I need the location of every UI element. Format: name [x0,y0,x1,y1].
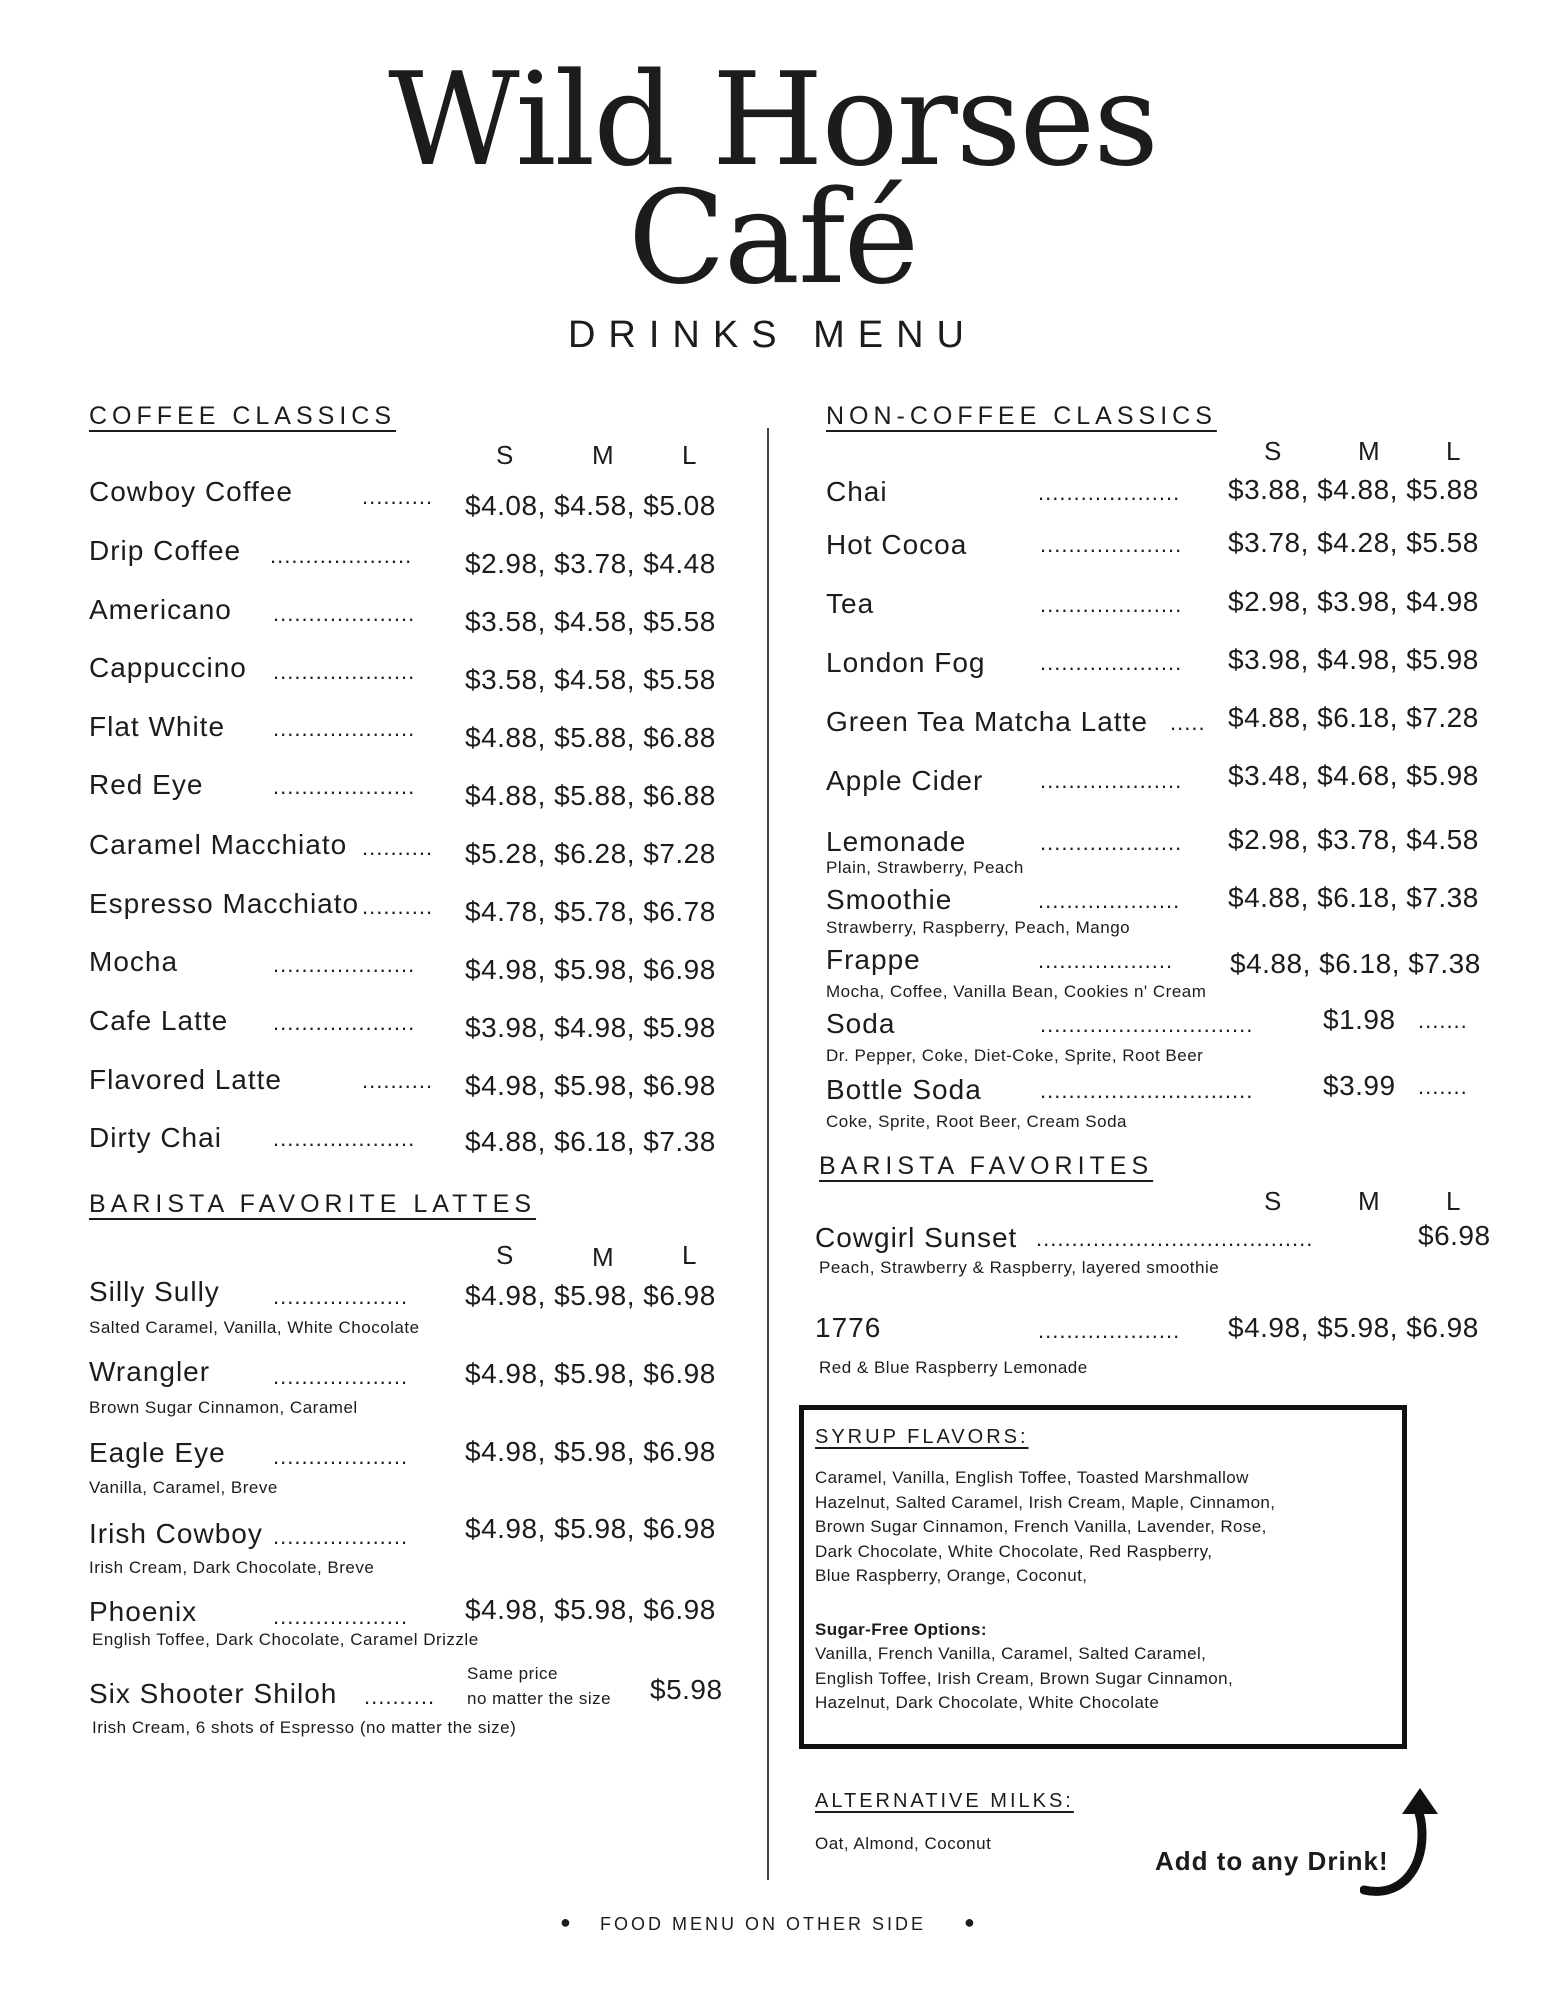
item-description: Red & Blue Raspberry Lemonade [819,1358,1088,1377]
barista-lattes-heading: BARISTA FAVORITE LATTES [89,1190,537,1218]
trailing-dots: ....... [1418,1074,1468,1099]
leader-dots: ..... [1170,710,1206,735]
item-price: $4.88, $6.18, $7.28 [1228,702,1479,733]
leader-dots: .......... [362,894,434,919]
title-line-2: Café [627,164,918,313]
item-name: Dirty Chai [89,1122,222,1153]
size-header-s: S [496,440,514,470]
item-name: Flavored Latte [89,1064,282,1095]
size-header-m: M [1358,1186,1380,1216]
leader-dots: .............................. [1040,1012,1254,1037]
item-description: Vanilla, Caramel, Breve [89,1478,278,1497]
leader-dots: .................... [1038,480,1181,505]
item-price: $2.98, $3.98, $4.98 [1228,586,1479,617]
item-name: Phoenix [89,1596,198,1627]
syrup-line: Caramel, Vanilla, English Toffee, Toasted Marshmallow [815,1468,1249,1487]
item-name: Espresso Macchiato [89,888,360,919]
syrup-flavor-list [815,1466,1275,1589]
item-price: $3.58, $4.58, $5.58 [465,664,716,695]
item-price: $3.98, $4.98, $5.98 [1228,644,1479,675]
coffee-classics-heading: COFFEE CLASSICS [89,402,396,430]
leader-dots: .................... [1040,592,1183,617]
leader-dots: ................... [273,1604,409,1629]
leader-dots: .................... [1040,830,1183,855]
item-name: Cafe Latte [89,1005,229,1036]
item-name: Six Shooter Shiloh [89,1678,338,1709]
item-name: Apple Cider [826,765,984,796]
item-price: $2.98, $3.78, $4.58 [1228,824,1479,855]
leader-dots: .......... [362,484,434,509]
leader-dots: .................... [273,716,416,741]
size-header-m: M [1358,436,1380,466]
item-price: $4.98, $5.98, $6.98 [465,1594,716,1625]
item-price: $4.88, $6.18, $7.38 [1228,882,1479,913]
trailing-dots: ....... [1418,1008,1468,1033]
leader-dots: .......... [362,1068,434,1093]
item-price: $3.99 [1323,1070,1396,1101]
item-name: Flat White [89,711,226,742]
item-name: Wrangler [89,1356,211,1387]
size-header-s: S [496,1240,514,1270]
leader-dots: ....................................... [1036,1226,1314,1251]
item-name: Bottle Soda [826,1074,982,1105]
leader-dots: .................... [1040,650,1183,675]
item-name: Eagle Eye [89,1437,226,1468]
item-name: London Fog [826,647,986,678]
size-header-s: S [1264,1186,1282,1216]
item-name: 1776 [815,1312,882,1343]
leader-dots: ................... [273,1284,409,1309]
sugar-free-list [815,1642,1233,1716]
item-description: Strawberry, Raspberry, Peach, Mango [826,918,1131,937]
item-price: $5.98 [650,1674,723,1705]
non-coffee-heading: NON-COFFEE CLASSICS [826,402,1217,430]
curved-arrow-icon [1360,1780,1450,1900]
item-name: Smoothie [826,884,953,915]
column-divider [767,428,769,1880]
leader-dots: ................... [1038,948,1174,973]
menu-subtitle: DRINKS MENU [567,314,978,356]
item-price: $4.98, $5.98, $6.98 [465,1358,716,1389]
item-price: $3.78, $4.28, $5.58 [1228,527,1479,558]
item-price: $3.98, $4.98, $5.98 [465,1012,716,1043]
item-price: $4.98, $5.98, $6.98 [1228,1312,1479,1343]
leader-dots: .................... [273,1010,416,1035]
item-name: Drip Coffee [89,535,242,566]
footer-note: FOOD MENU ON OTHER SIDE [600,1914,927,1934]
item-description: Irish Cream, Dark Chocolate, Breve [89,1558,375,1577]
size-header-m: M [592,440,614,470]
syrup-line: Dark Chocolate, White Chocolate, Red Raspberry, [815,1541,1213,1561]
item-price: $4.98, $5.98, $6.98 [465,1070,716,1101]
item-name: Tea [826,588,875,619]
price-note-line-2: no matter the size [467,1689,612,1708]
leader-dots: ................... [273,1524,409,1549]
leader-dots: .................... [273,601,416,626]
item-price: $4.98, $5.98, $6.98 [465,1513,716,1544]
sugar-free-line: Vanilla, French Vanilla, Caramel, Salted Caramel, [815,1644,1207,1663]
item-name: Hot Cocoa [826,529,968,560]
item-name: Chai [826,476,888,507]
item-price: $4.98, $5.98, $6.98 [465,954,716,985]
leader-dots: .................... [1040,768,1183,793]
alternative-milks-list: Oat, Almond, Coconut [815,1834,992,1853]
leader-dots: .................... [270,543,413,568]
item-name: Cowgirl Sunset [815,1222,1018,1253]
leader-dots: .................... [273,659,416,684]
leader-dots: .................... [273,774,416,799]
item-price: $4.08, $4.58, $5.08 [465,490,716,521]
item-name: Lemonade [826,826,967,857]
item-price: $1.98 [1323,1004,1396,1035]
item-name: Cowboy Coffee [89,476,293,507]
item-name: Green Tea Matcha Latte [826,706,1148,737]
footer-bullet-right: ● [964,1912,975,1932]
item-price: $4.98, $5.98, $6.98 [465,1436,716,1467]
item-description: English Toffee, Dark Chocolate, Caramel Drizzle [92,1630,479,1649]
item-price: $3.88, $4.88, $5.88 [1228,474,1479,505]
title-line-1: Wild Horses [388,46,1157,195]
alternative-milks-heading: ALTERNATIVE MILKS: [815,1790,1074,1812]
item-price: $5.28, $6.28, $7.28 [465,838,716,869]
leader-dots: ................... [273,1364,409,1389]
sugar-free-line: English Toffee, Irish Cream, Brown Sugar Cinnamon, [815,1668,1234,1688]
size-header-m: M [592,1242,614,1272]
item-name: Cappuccino [89,652,247,683]
item-description: Brown Sugar Cinnamon, Caramel [89,1398,358,1417]
leader-dots: .................... [1038,888,1181,913]
item-price: $4.88, $5.88, $6.88 [465,780,716,811]
leader-dots: .......... [362,835,434,860]
syrup-line: Brown Sugar Cinnamon, French Vanilla, Lavender, Rose, [815,1517,1267,1536]
item-name: Soda [826,1008,896,1039]
item-description: Peach, Strawberry & Raspberry, layered smoothie [819,1258,1220,1277]
item-price: $4.98, $5.98, $6.98 [465,1280,716,1311]
item-name: Irish Cowboy [89,1518,263,1549]
syrup-line: Blue Raspberry, Orange, Coconut, [815,1566,1088,1585]
leader-dots: .................... [273,1126,416,1151]
leader-dots: .............................. [1040,1078,1254,1103]
item-name: Mocha [89,946,179,977]
syrup-flavors-heading: SYRUP FLAVORS: [815,1426,1029,1448]
item-price: $4.88, $6.18, $7.38 [1230,948,1481,979]
item-description: Mocha, Coffee, Vanilla Bean, Cookies n' Cream [826,982,1207,1001]
item-price: $3.58, $4.58, $5.58 [465,606,716,637]
item-description: Salted Caramel, Vanilla, White Chocolate [89,1318,420,1337]
item-name: Red Eye [89,769,204,800]
footer-bullet-left: ● [560,1912,571,1932]
item-price: $3.48, $4.68, $5.98 [1228,760,1479,791]
item-name: Frappe [826,944,921,975]
item-price: $2.98, $3.78, $4.48 [465,548,716,579]
leader-dots: .......... [364,1684,436,1709]
sugar-free-line: Hazelnut, Dark Chocolate, White Chocolate [815,1693,1160,1712]
item-description: Coke, Sprite, Root Beer, Cream Soda [826,1112,1127,1131]
size-header-l: L [1446,436,1461,466]
size-header-l: L [682,1240,697,1270]
item-price: $6.98 [1418,1220,1491,1251]
item-description: Irish Cream, 6 shots of Espresso (no matter the size) [92,1718,517,1737]
syrup-line: Hazelnut, Salted Caramel, Irish Cream, Maple, Cinnamon, [815,1492,1276,1512]
item-name: Silly Sully [89,1276,220,1307]
item-price: $4.78, $5.78, $6.78 [465,896,716,927]
barista-favorites-heading: BARISTA FAVORITES [819,1152,1154,1180]
leader-dots: ................... [273,1444,409,1469]
item-description: Dr. Pepper, Coke, Diet-Coke, Sprite, Root Beer [826,1046,1204,1065]
leader-dots: .................... [1038,1318,1181,1343]
item-name: Americano [89,594,232,625]
sugar-free-heading: Sugar-Free Options: [815,1620,987,1639]
size-header-s: S [1264,436,1282,466]
size-header-l: L [682,440,697,470]
leader-dots: .................... [273,952,416,977]
size-header-l: L [1446,1186,1461,1216]
add-to-any-drink-callout: Add to any Drink! [1155,1846,1389,1876]
item-description: Plain, Strawberry, Peach [826,858,1024,877]
leader-dots: .................... [1040,532,1183,557]
item-name: Caramel Macchiato [89,829,348,860]
price-note-line-1: Same price [467,1664,558,1683]
item-price: $4.88, $5.88, $6.88 [465,722,716,753]
item-price: $4.88, $6.18, $7.38 [465,1126,716,1157]
